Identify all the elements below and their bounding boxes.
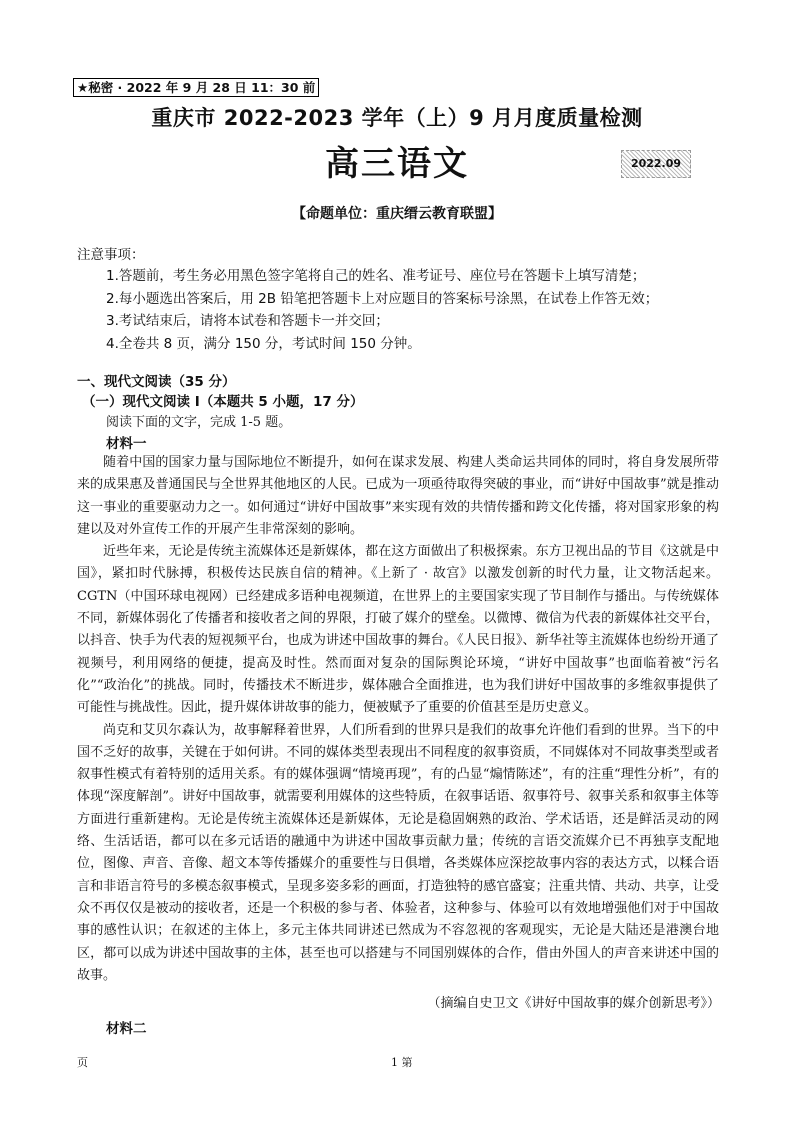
note-item: 2.每小题选出答案后，用 2B 铅笔把答题卡上对应题目的答案标号涂黑，在试卷上作答无效； (106, 290, 659, 307)
section-title: 一、现代文阅读（35 分） (77, 374, 236, 390)
note-item: 4.全卷共 8 页，满分 150 分，考试时间 150 分钟。 (106, 335, 421, 352)
source-citation: （摘编自史卫文《讲好中国故事的媒介创新思考》） (427, 996, 720, 1011)
section-subtitle: （一）现代文阅读 Ⅰ（本题共 5 小题，17 分） (82, 394, 364, 410)
date-stamp: 2022.09 (621, 150, 691, 178)
paragraph: 近些年来，无论是传统主流媒体还是新媒体，都在这方面做出了积极探索。东方卫视出品的节目《这就是中国》，紧扣时代脉搏，积极传达民族自信的精神。《上新了 · 故宫》以激发创新的时代力量，让文物活起来。CGTN（中国环球电视网）已经建成多语种电视频道，在世界上的主要国家实现了节目制作与播出。与传统媒体不同，新媒体弱化了传播者和接收者之间的界限，打破了媒介的壁垒。以微博、微信为代表的新媒体社交平台，以抖音、快手为代表的短视频平台，也成为讲述中国故事的舞台。《人民日报》、新华社等主流媒体也纷纷开通了视频号，利用网络的便捷，提高及时性。然而面对复杂的国际舆论环境，“讲好中国故事”也面临着被“污名化”“政治化”的挑战。同时，传播技术不断进步，媒体融合全面推进，也为我们讲好中国故事的多维叙事提供了可能性与挑战性。因此，提升媒体讲故事的能力，便被赋予了重要的价值甚至是历史意义。 (77, 544, 719, 716)
material-two-label: 材料二 (106, 1021, 147, 1037)
exam-title: 重庆市 2022-2023 学年（上）9 月月度质量检测 (151, 106, 643, 130)
note-item: 3.考试结束后，请将本试卷和答题卡一并交回； (106, 313, 389, 329)
paragraph: 尚克和艾贝尔森认为，故事解释着世界，人们所看到的世界只是我们的故事允许他们看到的世界。当下的中国不乏好的故事，关键在于如何讲。不同的媒体类型表现出不同程度的叙事资质，不同媒体对不同故事类型或者叙事性模式有着特别的适用关系。有的媒体强调“情境再现”，有的凸显“煽情陈述”，有的注重“理性分析”，有的体现“深度解剖”。讲好中国故事，就需要利用媒体的这些特质，在叙事话语、叙事符号、叙事关系和叙事主体等方面进行重新建构。无论是传统主流媒体还是新媒体，无论是稳固娴熟的政治、学术话语，还是鲜活灵动的网络、生活话语，都可以在多元话语的融通中为讲述中国故事贡献力量；传统的言语交流媒介已不再独享支配地位，图像、声音、音像、超文本等传播媒介的重要性与日俱增，各类媒体应深挖故事内容的表达方式，以糅合语言和非语言符号的多模态叙事模式，呈现多姿多彩的画面，打造独特的感官盛宴；注重共情、共动、共享，让受众不再仅仅是被动的接收者，还是一个积极的参与者、体验者，这种参与、体验可以有效地增强他们对于中国故事的感性认识；在叙述的主体上，多元主体共同讲述已然成为不容忽视的客观现实，无论是大陆还是港澳台地区，都可以成为讲述中国故事的主体，甚至也可以搭建与不同国别媒体的合作，借由外国人的声音来讲述中国的故事。 (77, 722, 719, 983)
notes-list (106, 265, 658, 355)
material-one-text (77, 452, 719, 987)
issuing-unit: 【命题单位：重庆缙云教育联盟】 (292, 206, 502, 222)
notes-title: 注意事项： (77, 247, 145, 263)
paragraph: 随着中国的国家力量与国际地位不断提升，如何在谋求发展、构建人类命运共同体的同时，将自身发展所带来的成果惠及普通国民与全世界其他地区的人民。已成为一项亟待取得突破的事业，而“讲好中国故事”就是推动这一事业的重要驱动力之一。如何通过“讲好中国故事”来实现有效的共情传播和跨文化传播，将对国家形象的构建以及对外宣传工作的开展产生非常深刻的影响。 (77, 455, 719, 537)
material-one-label: 材料一 (106, 436, 147, 452)
page-number: 1 第 (391, 1056, 413, 1069)
confidential-label: ★秘密 · 2022 年 9 月 28 日 11：30 前 (73, 78, 319, 97)
footer-left: 页 (77, 1056, 88, 1069)
note-item: 1.答题前，考生务必用黑色签字笔将自己的姓名、准考证号、座位号在答题卡上填写清楚； (106, 268, 646, 284)
subject-title: 高三语文 (325, 144, 469, 184)
instruction: 阅读下面的文字，完成 1-5 题。 (106, 415, 292, 430)
